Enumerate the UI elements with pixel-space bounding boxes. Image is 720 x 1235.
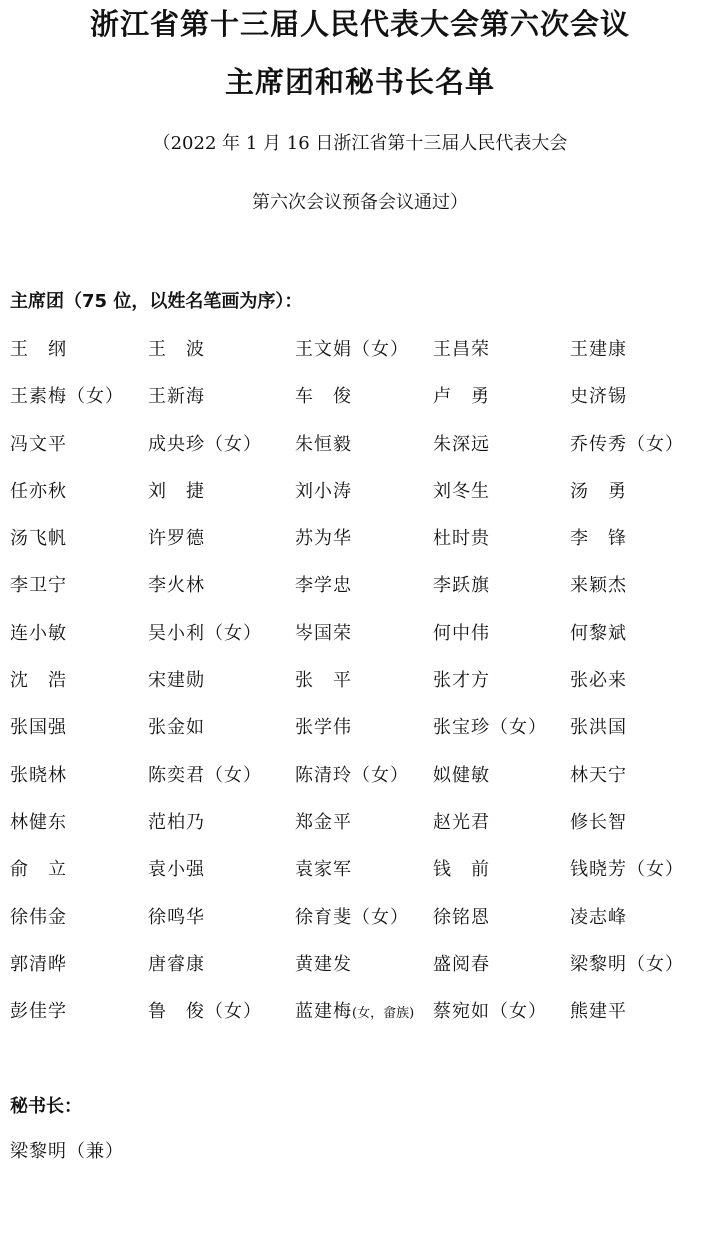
member-name-text: 李跃旗 bbox=[433, 575, 490, 597]
member-name-text: 苏为华 bbox=[295, 528, 352, 550]
member-name-text: 张必来 bbox=[570, 670, 627, 692]
secretary-general-heading: 秘书长： bbox=[10, 1096, 82, 1117]
member-name-text: 任亦秋 bbox=[10, 480, 67, 502]
member-name bbox=[138, 952, 285, 999]
member-name bbox=[560, 337, 720, 384]
member-name-text: 钱晓芳（女） bbox=[570, 859, 684, 881]
member-name bbox=[560, 573, 720, 620]
member-name bbox=[560, 763, 720, 810]
member-name-text: 袁小强 bbox=[148, 859, 205, 881]
adoption-note-line2: 第六次会议预备会议通过） bbox=[252, 192, 468, 213]
member-name bbox=[0, 905, 138, 952]
member-name bbox=[560, 810, 720, 857]
member-name bbox=[423, 715, 560, 762]
member-name bbox=[285, 526, 423, 573]
secretary-general-name: 梁黎明（兼） bbox=[10, 1141, 124, 1162]
member-name-text: 徐伟金 bbox=[10, 906, 67, 928]
member-name bbox=[138, 905, 285, 952]
member-name bbox=[285, 905, 423, 952]
member-name bbox=[0, 526, 138, 573]
member-name-text: 宋建勋 bbox=[148, 670, 205, 692]
member-name-text: 鲁 俊（女） bbox=[148, 1001, 262, 1023]
member-name-text: 蓝建梅 bbox=[295, 1001, 352, 1023]
member-name bbox=[423, 905, 560, 952]
member-name bbox=[0, 384, 138, 431]
member-name bbox=[138, 337, 285, 384]
member-name bbox=[138, 668, 285, 715]
member-name-text: 陈奕君（女） bbox=[148, 764, 262, 786]
member-name-text: 刘冬生 bbox=[433, 480, 490, 502]
member-name bbox=[285, 668, 423, 715]
member-name-text: 李学忠 bbox=[295, 575, 352, 597]
member-name-text: 卢 勇 bbox=[433, 386, 490, 408]
member-name-text: 张宝珍（女） bbox=[433, 717, 547, 739]
member-name bbox=[423, 384, 560, 431]
member-name bbox=[0, 621, 138, 668]
member-note: (女，畲族) bbox=[352, 1006, 415, 1022]
member-name bbox=[0, 810, 138, 857]
presidium-member-list bbox=[0, 337, 720, 1046]
member-name bbox=[285, 999, 423, 1046]
member-name-text: 许罗德 bbox=[148, 528, 205, 550]
member-name-text: 唐睿康 bbox=[148, 953, 205, 975]
member-name bbox=[285, 479, 423, 526]
member-name bbox=[560, 479, 720, 526]
member-name-text: 李卫宁 bbox=[10, 575, 67, 597]
member-name bbox=[0, 715, 138, 762]
member-name-text: 赵光君 bbox=[433, 811, 490, 833]
member-name bbox=[285, 857, 423, 904]
member-name bbox=[423, 952, 560, 999]
member-name-text: 李火林 bbox=[148, 575, 205, 597]
member-name-text: 范柏乃 bbox=[148, 811, 205, 833]
member-name-text: 刘小涛 bbox=[295, 480, 352, 502]
member-name bbox=[560, 621, 720, 668]
member-name bbox=[285, 432, 423, 479]
member-name bbox=[285, 337, 423, 384]
member-name bbox=[0, 479, 138, 526]
member-name bbox=[423, 810, 560, 857]
member-name-text: 吴小利（女） bbox=[148, 622, 262, 644]
member-name-text: 王文娟（女） bbox=[295, 339, 409, 360]
member-name-text: 张才方 bbox=[433, 670, 490, 692]
member-name-text: 朱恒毅 bbox=[295, 433, 352, 455]
member-name-text: 来颖杰 bbox=[570, 575, 627, 597]
member-name bbox=[138, 432, 285, 479]
member-name-text: 蔡宛如（女） bbox=[433, 1001, 547, 1023]
document-subtitle: 主席团和秘书长名单 bbox=[224, 65, 495, 99]
member-name-text: 王建康 bbox=[570, 339, 627, 360]
member-name bbox=[138, 810, 285, 857]
member-name bbox=[285, 952, 423, 999]
member-name bbox=[138, 479, 285, 526]
member-name-text: 何黎斌 bbox=[570, 622, 627, 644]
member-name-text: 张学伟 bbox=[295, 717, 352, 739]
member-name bbox=[423, 526, 560, 573]
member-name-text: 彭佳学 bbox=[10, 1001, 67, 1023]
member-name-text: 张晓林 bbox=[10, 764, 67, 786]
member-name bbox=[0, 432, 138, 479]
member-name bbox=[0, 952, 138, 999]
member-name bbox=[560, 999, 720, 1046]
member-name bbox=[138, 857, 285, 904]
member-name bbox=[0, 337, 138, 384]
adoption-note-line1: （2022 年 1 月 16 日浙江省第十三届人民代表大会 bbox=[152, 133, 568, 154]
member-name bbox=[423, 668, 560, 715]
member-name-text: 俞 立 bbox=[10, 859, 67, 881]
member-name bbox=[138, 573, 285, 620]
member-name bbox=[423, 857, 560, 904]
member-name bbox=[560, 432, 720, 479]
member-name-text: 王 纲 bbox=[10, 339, 67, 360]
member-name-text: 徐铭恩 bbox=[433, 906, 490, 928]
member-name-text: 徐育斐（女） bbox=[295, 906, 409, 928]
member-name-text: 王新海 bbox=[148, 386, 205, 408]
member-name bbox=[0, 573, 138, 620]
member-name bbox=[423, 337, 560, 384]
member-name bbox=[560, 905, 720, 952]
member-name-text: 熊建平 bbox=[570, 1001, 627, 1023]
member-name-text: 郭清晔 bbox=[10, 953, 67, 975]
member-name bbox=[423, 432, 560, 479]
member-name-text: 凌志峰 bbox=[570, 906, 627, 928]
member-name-text: 袁家军 bbox=[295, 859, 352, 881]
member-name bbox=[560, 952, 720, 999]
document-title: 浙江省第十三届人民代表大会第六次会议 bbox=[89, 7, 630, 41]
member-name-text: 黄建发 bbox=[295, 953, 352, 975]
member-name-text: 王素梅（女） bbox=[10, 386, 124, 408]
member-name-text: 朱深远 bbox=[433, 433, 490, 455]
member-name-text: 冯文平 bbox=[10, 433, 67, 455]
member-name bbox=[285, 573, 423, 620]
member-name bbox=[138, 526, 285, 573]
member-name bbox=[560, 715, 720, 762]
member-name bbox=[560, 526, 720, 573]
member-name bbox=[0, 668, 138, 715]
member-name-text: 梁黎明（女） bbox=[570, 953, 684, 975]
member-name-text: 陈清玲（女） bbox=[295, 764, 409, 786]
member-name bbox=[138, 715, 285, 762]
member-name-text: 修长智 bbox=[570, 811, 627, 833]
member-name bbox=[423, 573, 560, 620]
member-name bbox=[423, 999, 560, 1046]
member-name-text: 史济锡 bbox=[570, 386, 627, 408]
member-name-text: 林健东 bbox=[10, 811, 67, 833]
presidium-heading: 主席团（75 位，以姓名笔画为序）： bbox=[10, 291, 303, 312]
member-name-text: 张 平 bbox=[295, 670, 352, 692]
member-name-text: 汤 勇 bbox=[570, 480, 627, 502]
member-name-text: 钱 前 bbox=[433, 859, 490, 881]
member-name bbox=[423, 479, 560, 526]
member-name-text: 李 锋 bbox=[570, 528, 627, 550]
member-name bbox=[285, 621, 423, 668]
member-name-text: 连小敏 bbox=[10, 622, 67, 644]
member-name-text: 乔传秀（女） bbox=[570, 433, 684, 455]
member-name-text: 张洪国 bbox=[570, 717, 627, 739]
member-name-text: 成央珍（女） bbox=[148, 433, 262, 455]
member-name-text: 张国强 bbox=[10, 717, 67, 739]
member-name-text: 郑金平 bbox=[295, 811, 352, 833]
member-name bbox=[285, 763, 423, 810]
member-name-text: 车 俊 bbox=[295, 386, 352, 408]
member-name bbox=[560, 857, 720, 904]
member-name-text: 刘 捷 bbox=[148, 480, 205, 502]
member-name-text: 沈 浩 bbox=[10, 670, 67, 692]
member-name bbox=[0, 999, 138, 1046]
member-name bbox=[285, 810, 423, 857]
member-name bbox=[0, 857, 138, 904]
member-name bbox=[423, 763, 560, 810]
member-name bbox=[138, 384, 285, 431]
member-name bbox=[138, 621, 285, 668]
member-name-text: 姒健敏 bbox=[433, 764, 490, 786]
member-name bbox=[285, 384, 423, 431]
member-name-text: 何中伟 bbox=[433, 622, 490, 644]
member-name bbox=[0, 763, 138, 810]
member-name-text: 杜时贵 bbox=[433, 528, 490, 550]
member-name bbox=[138, 999, 285, 1046]
member-name-text: 张金如 bbox=[148, 717, 205, 739]
member-name-text: 王昌荣 bbox=[433, 339, 490, 360]
member-name bbox=[138, 763, 285, 810]
member-name-text: 王 波 bbox=[148, 339, 205, 360]
member-name-text: 徐鸣华 bbox=[148, 906, 205, 928]
member-name-text: 林天宁 bbox=[570, 764, 627, 786]
member-name-text: 盛阅春 bbox=[433, 953, 490, 975]
member-name bbox=[285, 715, 423, 762]
member-name bbox=[560, 384, 720, 431]
member-name bbox=[560, 668, 720, 715]
member-name bbox=[423, 621, 560, 668]
member-name-text: 汤飞帆 bbox=[10, 528, 67, 550]
member-name-text: 岑国荣 bbox=[295, 622, 352, 644]
